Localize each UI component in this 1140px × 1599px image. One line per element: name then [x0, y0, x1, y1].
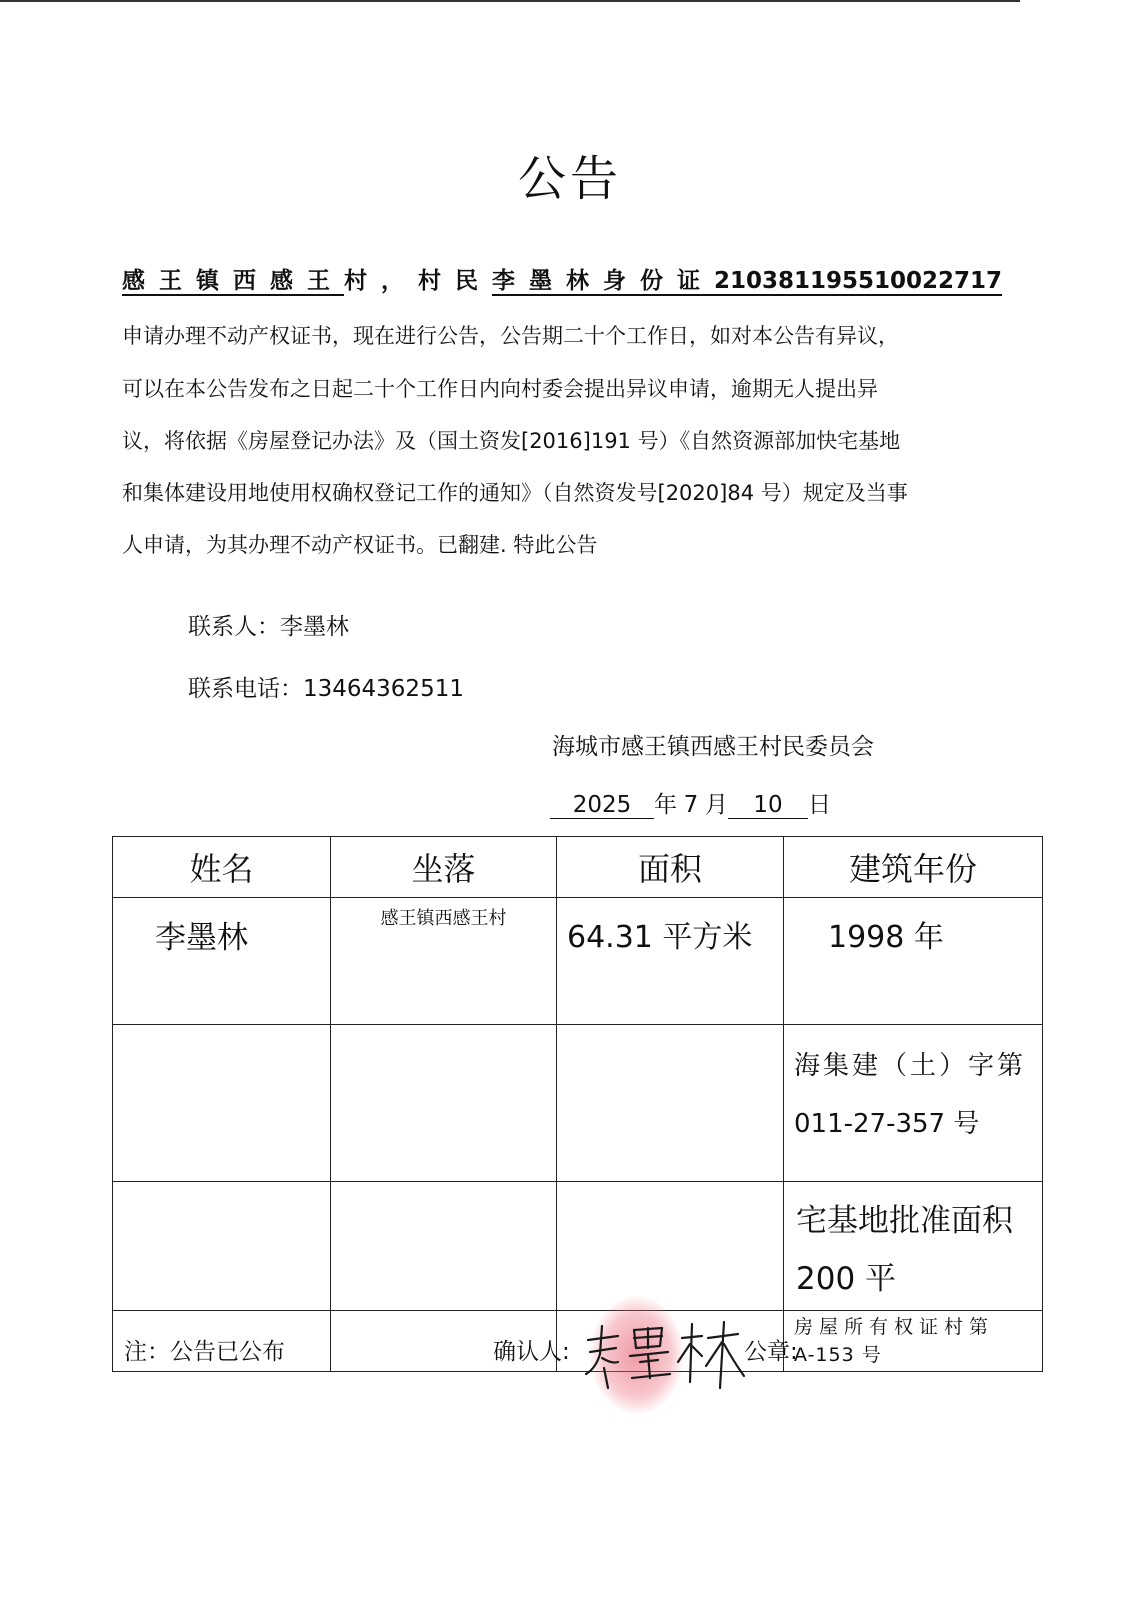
document-title: 公告	[517, 151, 622, 207]
confirm-label: 确认人:	[493, 1339, 570, 1365]
header-name: 姓名	[113, 837, 331, 898]
table-row	[113, 1182, 1043, 1311]
body-line-4: 和集体建设用地使用权确权登记工作的通知》（自然资发号[2020]84 号）规定及当事	[122, 481, 908, 505]
issuing-organization: 海城市感王镇西感王村民委员会	[552, 734, 874, 760]
property-info-table	[112, 836, 1043, 1372]
resident-label: 村民	[418, 268, 492, 294]
comma: ，	[381, 268, 418, 294]
approved-area-label: 宅基地批准面积	[796, 1203, 1013, 1239]
issue-date	[550, 786, 831, 819]
village-name: 感王镇西感王	[122, 268, 344, 294]
date-month: 7	[683, 792, 699, 818]
header-area: 面积	[557, 837, 784, 898]
contact-person: 联系人：李墨林	[188, 614, 349, 640]
footer-note: 注：公告已公布	[124, 1339, 285, 1365]
resident-name: 李墨林	[492, 268, 603, 294]
cell-build-year: 1998 年	[784, 898, 1043, 1025]
empty-cell	[331, 1182, 557, 1311]
empty-cell	[557, 1182, 784, 1311]
empty-cell	[331, 1025, 557, 1182]
date-year-unit: 年	[654, 792, 677, 818]
land-certificate-line-1: 海集建（土）字第	[794, 1051, 1027, 1081]
cell-land-certificate	[784, 1025, 1043, 1182]
id-number: 210381195510022717	[714, 268, 1003, 294]
empty-cell	[113, 1025, 331, 1182]
village-suffix: 村	[344, 268, 381, 294]
body-line-5: 人申请，为其办理不动产权证书。已翻建. 特此公告	[122, 533, 598, 557]
cell-approved-area	[784, 1182, 1043, 1311]
body-line-1: 申请办理不动产权证书，现在进行公告，公告期二十个工作日，如对本公告有异议，	[122, 324, 899, 348]
body-line-3: 议，将依据《房屋登记办法》及（国土资发[2016]191 号）《自然资源部加快宅基地	[122, 429, 901, 453]
land-certificate-line-2: 011-27-357 号	[794, 1109, 980, 1139]
date-year: 2025	[550, 792, 654, 819]
table-row	[113, 898, 1043, 1025]
cell-house-certificate	[784, 1311, 1043, 1372]
header-location: 坐落	[331, 837, 557, 898]
official-seal-label: 公章:	[744, 1339, 798, 1365]
table-header-row	[113, 837, 1043, 898]
house-certificate-line-1: 房屋所有权证村第	[794, 1316, 995, 1338]
empty-cell	[113, 1182, 331, 1311]
date-month-unit: 月	[705, 792, 728, 818]
house-certificate-line-2: A-153 号	[794, 1344, 882, 1366]
table-row	[113, 1025, 1043, 1182]
empty-cell	[557, 1025, 784, 1182]
body-line-2: 可以在本公告发布之日起二十个工作日内向村委会提出异议申请，逾期无人提出异	[122, 377, 878, 401]
cell-name: 李墨林	[113, 898, 331, 1025]
date-day-unit: 日	[808, 792, 831, 818]
header-build-year: 建筑年份	[784, 837, 1043, 898]
announcement-header-line	[122, 262, 1002, 295]
approved-area-value: 200 平	[796, 1261, 897, 1297]
scan-edge-line	[0, 0, 1020, 2]
cell-area: 64.31 平方米	[557, 898, 784, 1025]
id-label: 身份证	[603, 268, 714, 294]
contact-phone: 联系电话：13464362511	[188, 676, 464, 702]
date-day: 10	[728, 792, 808, 819]
handwritten-signature	[578, 1318, 748, 1392]
cell-location: 感王镇西感王村	[331, 898, 557, 1025]
